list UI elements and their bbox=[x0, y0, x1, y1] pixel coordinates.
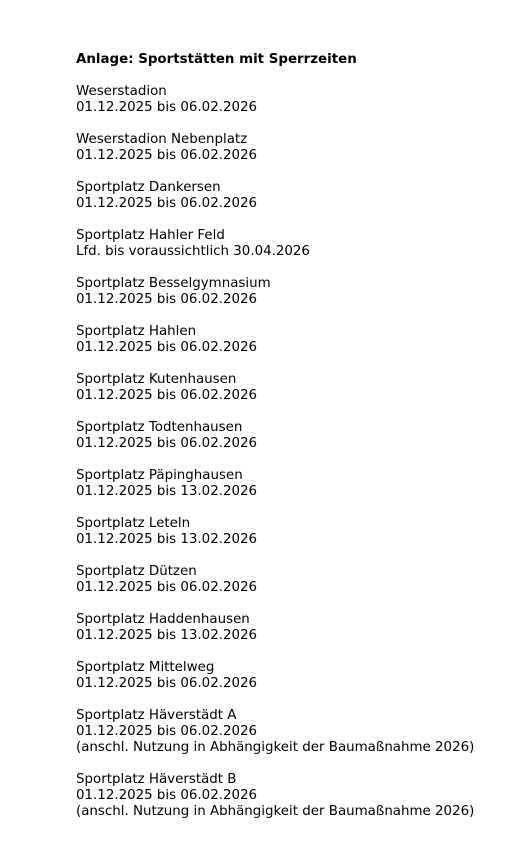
venue-name: Sportplatz Todtenhausen bbox=[76, 420, 243, 435]
closure-period: 01.12.2025 bis 06.02.2026 bbox=[76, 388, 258, 403]
usage-note: (anschl. Nutzung in Abhängigkeit der Baumaßnahme 2026) bbox=[76, 740, 475, 755]
venue-entry bbox=[76, 564, 506, 596]
venue-entry bbox=[76, 420, 506, 452]
venue-entry bbox=[76, 372, 506, 404]
venue-name: Sportplatz Päpinghausen bbox=[76, 468, 243, 483]
closure-period: 01.12.2025 bis 06.02.2026 bbox=[76, 292, 258, 307]
venue-name: Weserstadion bbox=[76, 84, 167, 99]
closure-period: 01.12.2025 bis 13.02.2026 bbox=[76, 484, 258, 499]
venue-entry bbox=[76, 708, 506, 756]
closure-period: 01.12.2025 bis 06.02.2026 bbox=[76, 676, 258, 691]
closure-period: 01.12.2025 bis 06.02.2026 bbox=[76, 788, 258, 803]
document-page bbox=[76, 52, 506, 836]
closure-period: 01.12.2025 bis 06.02.2026 bbox=[76, 724, 258, 739]
venue-entry bbox=[76, 772, 506, 820]
venue-entry bbox=[76, 180, 506, 212]
venue-name: Sportplatz Mittelweg bbox=[76, 660, 215, 675]
usage-note: (anschl. Nutzung in Abhängigkeit der Baumaßnahme 2026) bbox=[76, 804, 475, 819]
closure-period: 01.12.2025 bis 06.02.2026 bbox=[76, 196, 258, 211]
closure-period: 01.12.2025 bis 13.02.2026 bbox=[76, 532, 258, 547]
venue-entry bbox=[76, 84, 506, 116]
venue-name: Sportplatz Kutenhausen bbox=[76, 372, 237, 387]
venue-name: Sportplatz Dützen bbox=[76, 564, 197, 579]
venue-entry bbox=[76, 276, 506, 308]
venue-entry bbox=[76, 132, 506, 164]
venue-name: Sportplatz Häverstädt B bbox=[76, 772, 237, 787]
venue-name: Sportplatz Dankersen bbox=[76, 180, 221, 195]
venue-name: Sportplatz Besselgymnasium bbox=[76, 276, 271, 291]
venue-entry bbox=[76, 324, 506, 356]
venue-entry bbox=[76, 660, 506, 692]
venue-name: Sportplatz Hahler Feld bbox=[76, 228, 225, 243]
document-title: Anlage: Sportstätten mit Sperrzeiten bbox=[76, 52, 357, 67]
venue-entry bbox=[76, 228, 506, 260]
venue-name: Sportplatz Hahlen bbox=[76, 324, 197, 339]
closure-period: 01.12.2025 bis 06.02.2026 bbox=[76, 436, 258, 451]
closure-period: 01.12.2025 bis 06.02.2026 bbox=[76, 580, 258, 595]
closure-period: Lfd. bis voraussichtlich 30.04.2026 bbox=[76, 244, 310, 259]
venue-name: Sportplatz Leteln bbox=[76, 516, 191, 531]
venue-name: Sportplatz Haddenhausen bbox=[76, 612, 250, 627]
venue-entry bbox=[76, 516, 506, 548]
closure-period: 01.12.2025 bis 06.02.2026 bbox=[76, 340, 258, 355]
closure-period: 01.12.2025 bis 13.02.2026 bbox=[76, 628, 258, 643]
closure-period: 01.12.2025 bis 06.02.2026 bbox=[76, 100, 258, 115]
closure-period: 01.12.2025 bis 06.02.2026 bbox=[76, 148, 258, 163]
venue-name: Sportplatz Häverstädt A bbox=[76, 708, 237, 723]
venue-name: Weserstadion Nebenplatz bbox=[76, 132, 248, 147]
venue-entry bbox=[76, 468, 506, 500]
venue-entry bbox=[76, 612, 506, 644]
